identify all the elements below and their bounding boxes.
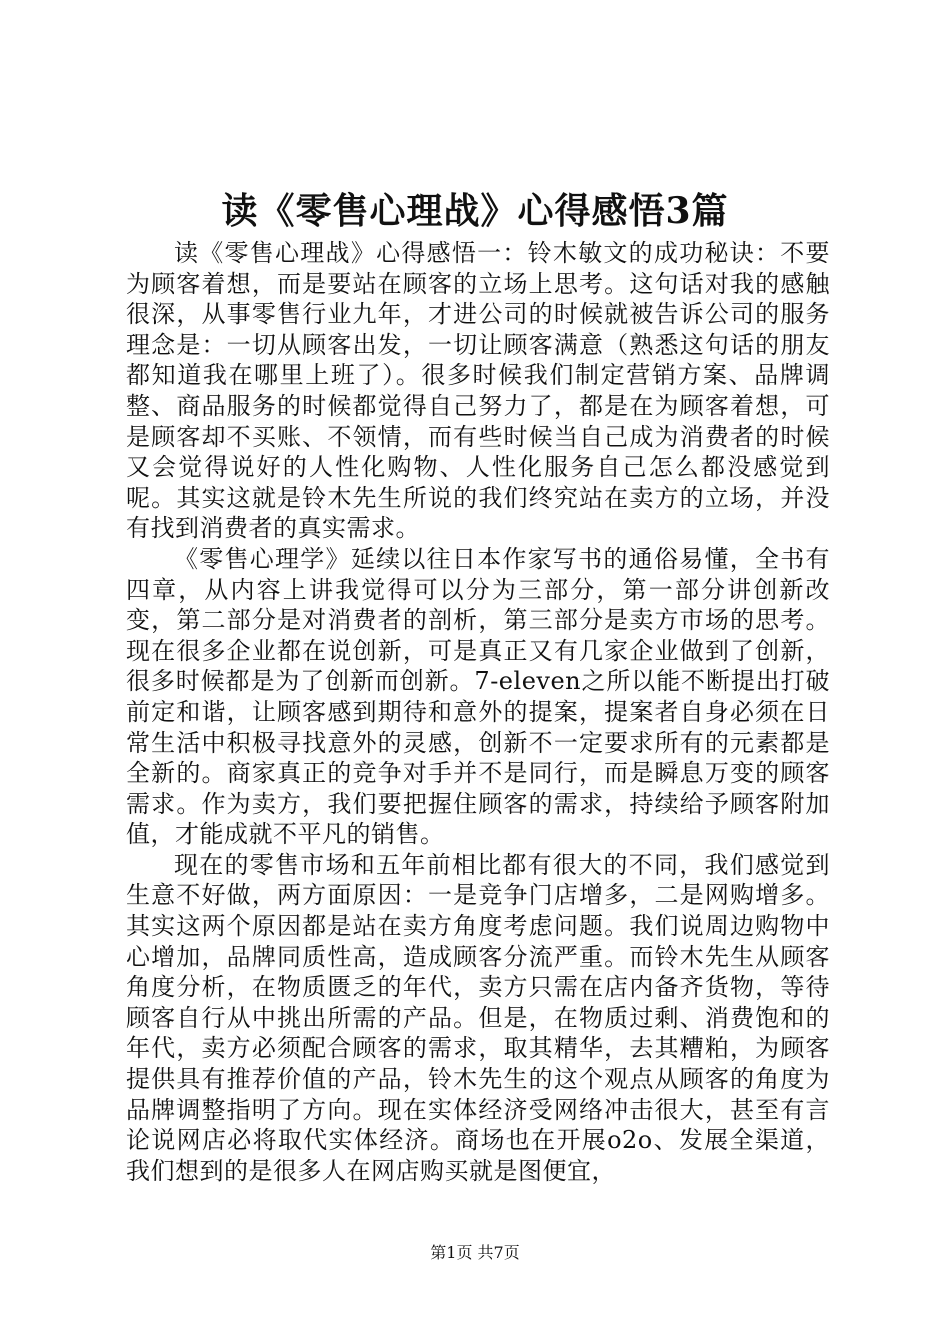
paragraph: 《零售心理学》延续以往日本作家写书的通俗易懂，全书有四章，从内容上讲我觉得可以分为三部分，第一部分讲创新改变，第二部分是对消费者的剖析，第三部分是卖方市场的思考。现在很多企业都在说创新，可是真正又有几家企业做到了创新，很多时候都是为了创新而创新。7-eleven之所以能不断提出打破前定和谐，让顾客感到期待和意外的提案，提案者自身必须在日常生活中积极寻找意外的灵感，创新不一定要求所有的元素都是全新的。商家真正的竞争对手并不是同行，而是瞬息万变的顾客需求。作为卖方，我们要把握住顾客的需求，持续给予顾客附加值，才能成就不平凡的销售。 <box>126 544 830 849</box>
document-body <box>126 238 830 1186</box>
paragraph: 读《零售心理战》心得感悟一：铃木敏文的成功秘诀：不要为顾客着想，而是要站在顾客的立场上思考。这句话对我的感触很深，从事零售行业九年，才进公司的时候就被告诉公司的服务理念是：一切从顾客出发，一切让顾客满意（熟悉这句话的朋友都知道我在哪里上班了）。很多时候我们制定营销方案、品牌调整、商品服务的时候都觉得自己努力了，都是在为顾客着想，可是顾客却不买账、不领情，而有些时候当自己成为消费者的时候又会觉得说好的人性化购物、人性化服务自己怎么都没感觉到呢。其实这就是铃木先生所说的我们终究站在卖方的立场，并没有找到消费者的真实需求。 <box>126 239 830 543</box>
page-footer: 第1页 共7页 <box>430 1243 520 1262</box>
document-title: 读《零售心理战》心得感悟3篇 <box>221 190 729 232</box>
paragraph: 现在的零售市场和五年前相比都有很大的不同，我们感觉到生意不好做，两方面原因：一是竞争门店增多，二是网购增多。其实这两个原因都是站在卖方角度考虑问题。我们说周边购物中心增加，品牌同质性高，造成顾客分流严重。而铃木先生从顾客角度分析，在物质匮乏的年代，卖方只需在店内备齐货物，等待顾客自行从中挑出所需的产品。但是，在物质过剩、消费饱和的年代，卖方必须配合顾客的需求，取其精华，去其糟粕，为顾客提供具有推荐价值的产品，铃木先生的这个观点从顾客的角度为品牌调整指明了方向。现在实体经济受网络冲击很大，甚至有言论说网店必将取代实体经济。商场也在开展o2o、发展全渠道，我们想到的是很多人在网店购买就是图便宜， <box>126 850 830 1185</box>
